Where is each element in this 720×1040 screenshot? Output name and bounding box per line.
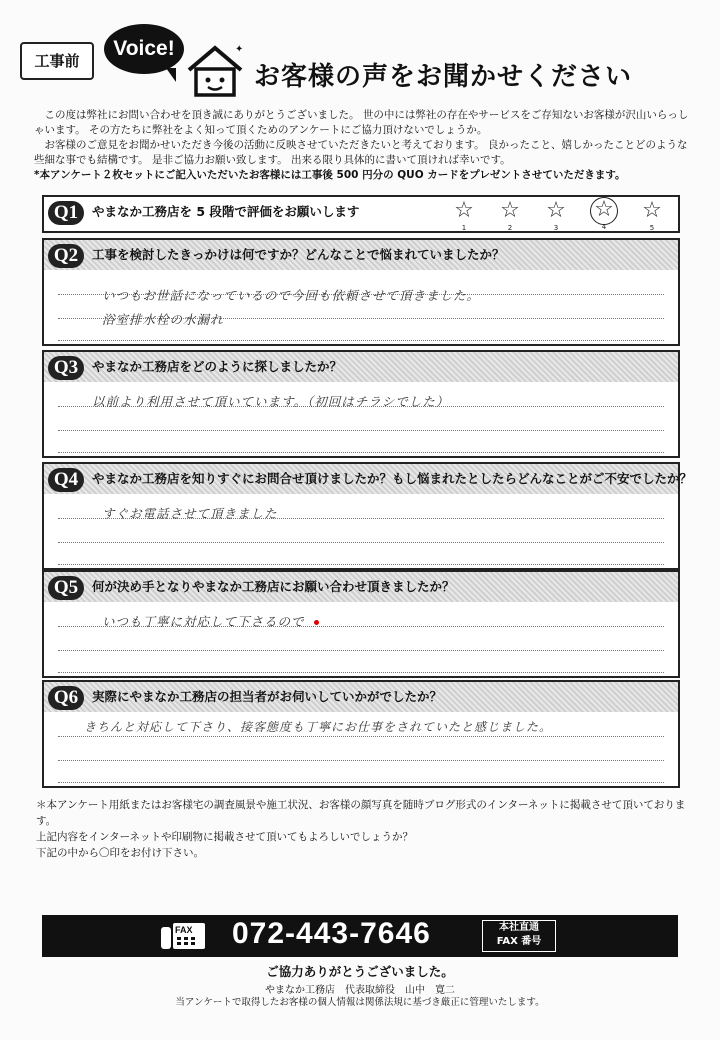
star-number: 1 [461, 224, 467, 232]
q1-label: やまなか工務店を 5 段階で評価をお願いします [92, 204, 360, 219]
question-label: 実際にやまなか工務店の担当者がお伺いしていかがでしたか？ [92, 689, 443, 704]
star-number: 5 [649, 224, 655, 232]
q1-badge: Q1 [48, 201, 84, 225]
question-label: 工事を検討したきっかけは何ですか？どんなことで悩まれていましたか？ [92, 247, 505, 262]
question-box-q3 [42, 350, 680, 458]
thank-you-text: ご協力ありがとうございました。 [266, 964, 454, 979]
question-box-q4 [42, 462, 693, 570]
question-label: 何が決め手となりやまなか工務店にお願い合わせ頂きましたか？ [92, 579, 455, 594]
star-icon[interactable]: ☆ 5 [640, 199, 664, 225]
handwritten-answer[interactable]: 浴室排水栓の水漏れ [102, 312, 224, 327]
handwritten-answer[interactable]: いつもお世話になっているので今回も依頼させて頂きました。 [102, 288, 481, 303]
footnote-line-2: 上記内容をインターネットや印刷物に掲載させて頂いてもよろしいでしょうか？ [36, 831, 414, 843]
question-badge: Q4 [48, 468, 84, 492]
star-icon-selected[interactable]: ☆ 4 [590, 197, 618, 225]
question-header [44, 240, 678, 270]
intro-text [34, 108, 694, 183]
question-box-q6 [42, 680, 680, 788]
star-rating[interactable] [452, 197, 664, 232]
svg-text:✦: ✦ [235, 44, 244, 55]
question-badge: Q6 [48, 686, 84, 710]
fax-icon-label: FAX [175, 925, 193, 935]
footnote-line-1: ＊本アンケート用紙またはお客様宅の調査風景や施工状況、お客様の顔写真を随時ブログ形式のインターネットに掲載させて頂いております。 [36, 799, 686, 827]
footnote-line-3: 下記の中から〇印をお付け下さい。 [36, 847, 204, 859]
question-box-q2 [42, 238, 680, 346]
fax-machine-icon [160, 921, 206, 951]
question-label: やまなか工務店を知りすぐにお問合せ頂けましたか？もし悩まれたとしたらどんなことがご不安でしたか？ [92, 471, 693, 486]
quo-card-note: *本アンケート２枚セットにご記入いただいたお客様には工事後 500 円分の QUO カードをプレゼントさせていただきます。 [34, 169, 626, 181]
question-header [44, 352, 678, 382]
handwritten-answer[interactable]: きちんと対応して下さり、接客態度も丁寧にお仕事をされていたと感じました。 [84, 720, 553, 734]
intro-paragraph-1: この度は弊社にお問い合わせを頂き誠にありがとうございました。 世の中には弊社の存在やサービスをご存知ないお客様が沢山いらっしゃいます。 その方たちに弊社をよく知って頂くためのアンケートにご協力頂けないでしょうか。 [34, 109, 689, 136]
star-number: 3 [553, 224, 559, 232]
handwritten-answer[interactable]: 以前より利用させて頂いています。（初回はチラシでした） [92, 394, 450, 409]
fax-label-line-1: 本社直通 [499, 922, 539, 933]
question-badge: Q2 [48, 244, 84, 268]
fax-number-label [482, 920, 556, 952]
company-signature: やまなか工務店 代表取締役 山中 寛二 [265, 985, 455, 996]
fax-label-line-2: FAX 番号 [496, 936, 542, 947]
house-icon [183, 42, 247, 98]
before-construction-tag: 工事前 [20, 42, 94, 80]
star-icon[interactable]: ☆ 1 [452, 199, 476, 225]
q1-rating-box [42, 195, 680, 233]
privacy-notice: 当アンケートで取得したお客様の個人情報は関係法規に基づき厳正に管理いたします。 [175, 997, 545, 1008]
handwritten-answer[interactable]: いつも丁寧に対応して下さるので [102, 614, 305, 629]
question-badge: Q3 [48, 356, 84, 380]
question-box-q5 [42, 570, 680, 678]
star-icon[interactable]: ☆ 2 [498, 199, 522, 225]
star-icon[interactable]: ☆ 3 [544, 199, 568, 225]
answer-lines [58, 270, 664, 342]
question-header [44, 682, 678, 712]
voice-badge: Voice! [104, 24, 184, 74]
star-number: 4 [601, 223, 607, 231]
question-header [44, 464, 693, 494]
star-number: 2 [507, 224, 513, 232]
fax-number[interactable]: 072-443-7646 [232, 917, 431, 950]
question-badge: Q5 [48, 576, 84, 600]
fax-banner [42, 915, 678, 957]
page-title: お客様の声をお聞かせください [254, 62, 633, 92]
handwritten-answer[interactable]: すぐお電話させて頂きました [102, 506, 278, 521]
question-label: やまなか工務店をどのように探しましたか？ [92, 359, 343, 374]
publication-consent-note [36, 797, 696, 861]
question-header [44, 572, 678, 602]
red-mark [314, 620, 319, 625]
intro-paragraph-2: お客様のご意見をお聞かせいただき今後の活動に反映させていただきたいと考えております。 良かったこと、嬉しかったことどのような些細な事でも結構です。 是非ご協力お願い致します。 出来る限り具体的に書いて頂ければ幸いです。 [34, 139, 688, 166]
